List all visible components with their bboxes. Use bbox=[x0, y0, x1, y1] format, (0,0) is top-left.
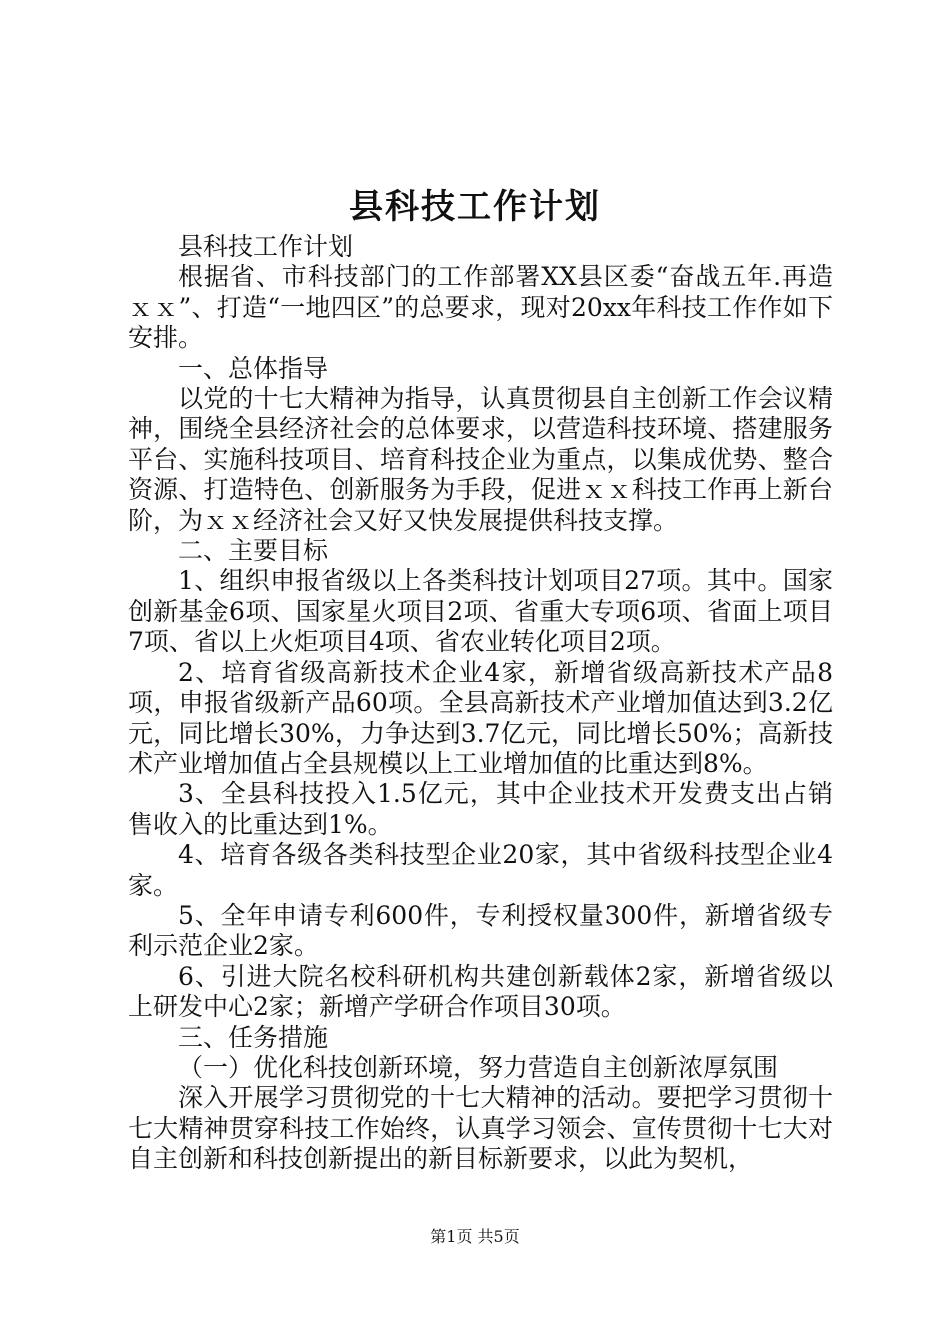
paragraph: 县科技工作计划 bbox=[178, 232, 354, 261]
section-heading: 一、总体指导 bbox=[178, 353, 329, 383]
list-item: 5、全年申请专利600件，专利授权量300件，新增省级专利示范企业2家。 bbox=[128, 900, 833, 961]
paragraph: 根据省、市科技部门的工作部署XX县区委“奋战五年.再造ｘｘ”、打造“一地四区”的总要求，现对20xx年科技工作作如下安排。 bbox=[128, 262, 833, 353]
document-body bbox=[128, 232, 833, 1175]
paragraph: 深入开展学习贯彻党的十七大精神的活动。要把学习贯彻十七大精神贯穿科技工作始终，认真学习领会、宣传贯彻十七大对自主创新和科技创新提出的新目标新要求，以此为契机， bbox=[128, 1083, 833, 1174]
page-footer: 第1页 共5页 bbox=[430, 1227, 520, 1246]
list-item: 2、培育省级高新技术企业4家，新增省级高新技术产品8项，申报省级新产品60项。全县高新技术产业增加值达到3.2亿元，同比增长30%，力争达到3.7亿元，同比增长50%；高新技术产业增加值占全县规模以上工业增加值的比重达到8%。 bbox=[128, 657, 833, 778]
list-item: 6、引进大院名校科研机构共建创新载体2家，新增省级以上研发中心2家；新增产学研合作项目30项。 bbox=[128, 961, 833, 1022]
document-title: 县科技工作计划 bbox=[349, 187, 601, 227]
list-item: 1、组织申报省级以上各类科技计划项目27项。其中。国家创新基金6项、国家星火项目2项、省重大专项6项、省面上项目7项、省以上火炬项目4项、省农业转化项目2项。 bbox=[128, 566, 833, 657]
list-item: 4、培育各级各类科技型企业20家，其中省级科技型企业4家。 bbox=[128, 840, 833, 900]
section-heading: 三、任务措施 bbox=[178, 1022, 329, 1052]
subsection-heading: （一）优化科技创新环境，努力营造自主创新浓厚氛围 bbox=[178, 1052, 779, 1082]
section-heading: 二、主要目标 bbox=[178, 536, 329, 566]
paragraph: 以党的十七大精神为指导，认真贯彻县自主创新工作会议精神，围绕全县经济社会的总体要求，以营造科技环境、搭建服务平台、实施科技项目、培育科技企业为重点，以集成优势、整合资源、打造特色、创新服务为手段，促进ｘｘ科技工作再上新台阶，为ｘｘ经济社会又好又快发展提供科技支撑。 bbox=[128, 384, 833, 535]
list-item: 3、全县科技投入1.5亿元，其中企业技术开发费支出占销售收入的比重达到1%。 bbox=[128, 779, 833, 839]
